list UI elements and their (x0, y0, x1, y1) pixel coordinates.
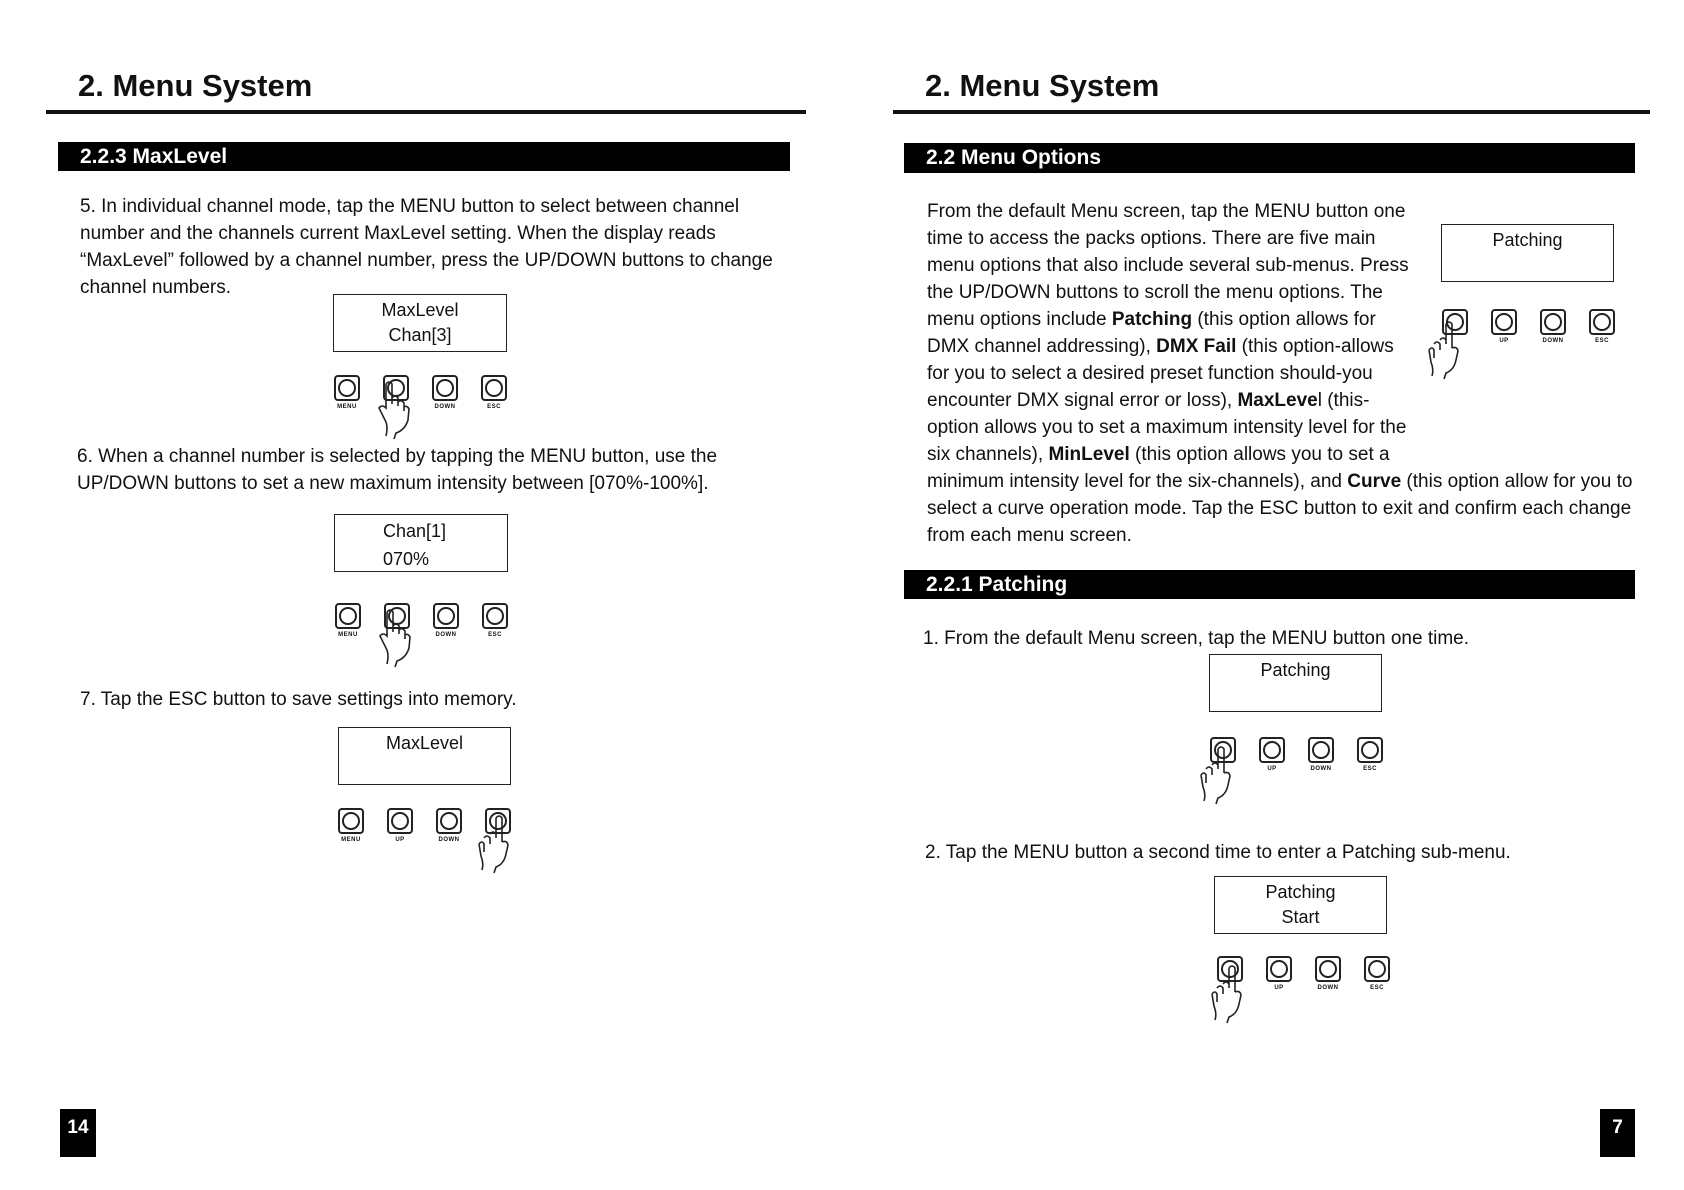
lcd-line-1: Patching (1265, 882, 1336, 902)
right-page-title: 2. Menu System (925, 68, 1160, 103)
down-button[interactable] (432, 808, 466, 843)
esc-button[interactable] (1585, 309, 1619, 344)
menu-options-intro-text: From the default Menu screen, tap the MENU button one time to access the packs options. There are five main menu options that also include several sub-menus. Press the UP/DOWN buttons to scroll the menu options. The menu options include Patching (this option allows for DMX channel addressing), DMX Fail (this option-allows for you to select a desired preset function should-you encounter DMX signal error or loss), MaxLevel (this-option allows you to set a maximum intensity level for the six channels), MinLevel (this option allows you to set a minimum intensity level for the six-channels), and Curve (this option allow for you to select a curve operation mode. Tap the ESC button to exit and confirm each change from each menu screen. (927, 201, 1633, 546)
step-5-text: 5. In individual channel mode, tap the MENU button to select between channel number and the channels current MaxLevel setting. When the display reads “MaxLevel” followed by a channel number, press the UP/DOWN buttons to change channel numbers. (80, 196, 773, 298)
esc-button-label: ESC (1370, 985, 1384, 991)
lcd-display-maxlevel-chan3 (333, 294, 507, 352)
down-button[interactable] (1304, 737, 1338, 772)
down-button-label: DOWN (434, 404, 456, 410)
right-title-rule (893, 110, 1650, 114)
down-button-label: DOWN (438, 837, 460, 843)
lcd-line-1: MaxLevel (385, 733, 464, 753)
down-button-label: DOWN (1542, 338, 1564, 344)
step-7-text: 7. Tap the ESC button to save settings into memory. (80, 689, 517, 710)
down-button[interactable] (1536, 309, 1570, 344)
step-6-text: 6. When a channel number is selected by tapping the MENU button, use the UP/DOWN buttons to set a new maximum intensity between [070%-100%]. (77, 446, 718, 494)
lcd-line-1: Chan[1] (383, 521, 447, 541)
up-button[interactable] (1262, 956, 1296, 991)
left-section-header: 2.2.3 MaxLevel (58, 142, 790, 171)
lcd-line-2: Chan[3] (388, 325, 452, 345)
down-button-label: DOWN (1310, 766, 1332, 772)
left-page-number: 14 (60, 1109, 96, 1157)
menu-button-label: MENU (337, 404, 357, 410)
lcd-display-chan1-070 (334, 514, 508, 572)
lcd-display-patching-start (1214, 876, 1387, 934)
right-section-header-menu-options: 2.2 Menu Options (904, 143, 1635, 173)
pointing-hand-icon (1207, 962, 1247, 1024)
pointing-hand-icon (375, 606, 415, 668)
lcd-line-2: Start (1281, 907, 1320, 927)
left-page-title: 2. Menu System (78, 68, 313, 103)
pointing-hand-icon (474, 812, 514, 874)
esc-button-label: ESC (1363, 766, 1377, 772)
down-button[interactable] (428, 375, 462, 410)
down-button[interactable] (429, 603, 463, 638)
up-button-label: UP (395, 837, 405, 843)
right-page-number: 7 (1600, 1109, 1635, 1157)
menu-button[interactable] (334, 808, 368, 843)
lcd-display-maxlevel (338, 727, 511, 785)
left-title-rule (46, 110, 806, 114)
lcd-display-patching (1209, 654, 1382, 712)
lcd-line-2: 070% (383, 549, 430, 569)
lcd-line-1: Patching (1492, 230, 1563, 250)
up-button-label: UP (1274, 985, 1284, 991)
down-button-label: DOWN (1317, 985, 1339, 991)
down-button-label: DOWN (435, 632, 457, 638)
pointing-hand-icon (1196, 743, 1236, 805)
up-button-label: UP (1499, 338, 1509, 344)
button-row-1 (330, 375, 526, 410)
esc-button-label: ESC (1595, 338, 1609, 344)
down-button[interactable] (1311, 956, 1345, 991)
patching-step-1-text: 1. From the default Menu screen, tap the MENU button one time. (923, 628, 1469, 649)
esc-button[interactable] (477, 375, 511, 410)
menu-button[interactable] (331, 603, 365, 638)
button-row-top (1438, 309, 1634, 344)
menu-button-label: MENU (341, 837, 361, 843)
esc-button-label: ESC (487, 404, 501, 410)
up-button[interactable] (1255, 737, 1289, 772)
right-section-header-patching: 2.2.1 Patching (904, 570, 1635, 599)
esc-button[interactable] (1360, 956, 1394, 991)
menu-button[interactable] (330, 375, 364, 410)
patching-step-2-text: 2. Tap the MENU button a second time to enter a Patching sub-menu. (925, 842, 1511, 863)
esc-button-label: ESC (488, 632, 502, 638)
up-button[interactable] (1487, 309, 1521, 344)
lcd-display-patching-top (1441, 224, 1614, 282)
pointing-hand-icon (1424, 318, 1464, 380)
lcd-line-1: Patching (1260, 660, 1331, 680)
up-button-label: UP (1267, 766, 1277, 772)
esc-button[interactable] (1353, 737, 1387, 772)
up-button[interactable] (383, 808, 417, 843)
pointing-hand-icon (374, 378, 414, 440)
button-row-2 (331, 603, 527, 638)
esc-button[interactable] (478, 603, 512, 638)
lcd-line-1: MaxLevel (381, 300, 459, 320)
menu-button-label: MENU (338, 632, 358, 638)
